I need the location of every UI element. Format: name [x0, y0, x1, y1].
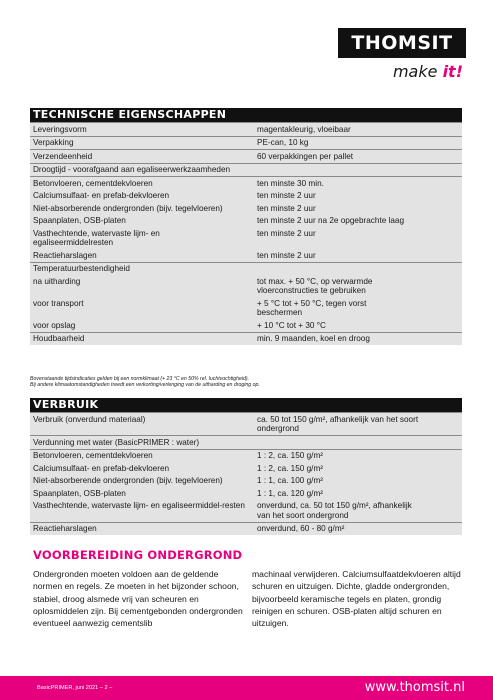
row-label: Betonvloeren, cementdekvloeren: [33, 451, 153, 460]
table-row: [30, 202, 462, 215]
table-row: [30, 449, 462, 463]
row-label: Temperatuurbestendigheid: [33, 264, 130, 273]
prep-heading: VOORBEREIDING ONDERGROND: [33, 548, 243, 562]
row-label: Verbruik (onverdund materiaal): [33, 414, 146, 424]
row-value: 1 : 1, ca. 120 g/m²: [257, 488, 323, 498]
row-label: Spaanplaten, OSB-platen: [33, 488, 126, 498]
tech-properties-heading: TECHNISCHE EIGENSCHAPPEN: [30, 108, 462, 122]
row-value: PE-can, 10 kg: [257, 138, 309, 147]
table-row: [30, 176, 462, 190]
row-label: Niet-absorberende ondergronden (bijv. tegelvloeren): [33, 203, 223, 213]
tagline-main: make: [392, 62, 443, 81]
table-row: [30, 319, 462, 332]
table-row: [30, 149, 462, 163]
table-row: [30, 249, 462, 262]
prep-text-left: Ondergronden moeten voldoen aan de geldende normen en regels. Ze moeten in het bijzonder schoon, stabiel, droog alsmede vrij van scheuren en oplosmiddelen zijn. Bij cementgebonden ondergronden eventueel aanwezig cementslib: [33, 569, 243, 629]
row-value: + 10 °C tot + 30 °C: [257, 320, 326, 330]
row-value: 1 : 1, ca. 100 g/m²: [257, 476, 323, 485]
row-label: Houdbaarheid: [33, 334, 85, 343]
row-label: voor transport: [33, 298, 84, 308]
tech-properties-table: [30, 108, 462, 345]
footer-bar: [0, 676, 493, 700]
row-value: 60 verpakkingen per pallet: [257, 151, 354, 161]
prep-text-right: machinaal verwijderen. Calciumsulfaatdekvloeren altijd schuren en uitzuigen. Dichte, gladde ondergronden, bijvoorbeeld keramische tegels en platen, grondig reinigen en schuren. OSB-platen altijd schuren en uitzuigen.: [252, 569, 461, 629]
row-value: onverdund, ca. 50 tot 150 g/m², afhankelijk van het soort ondergrond: [257, 501, 412, 520]
row-label: Spaanplaten, OSB-platen: [33, 216, 126, 225]
table-row: [30, 435, 462, 449]
footnote: [30, 376, 260, 388]
row-value: + 5 °C tot + 50 °C, tegen vorst beschermen: [257, 298, 367, 317]
row-label: voor opslag: [33, 320, 76, 330]
usage-table: [30, 398, 462, 535]
row-label: Droogtijd - voorafgaand aan egaliseerwerkzaamheden: [33, 165, 231, 174]
table-row: [30, 190, 462, 203]
table-row: [30, 215, 462, 228]
footer-url[interactable]: www.thomsit.nl: [364, 680, 465, 695]
table-row: [30, 462, 462, 475]
footnote-line: Bij andere klimaatomstandigheden treedt een verkorting/verlenging van de uitharding en droging op.: [30, 382, 260, 389]
table-row: [30, 332, 462, 346]
tagline-accent: it!: [442, 62, 463, 81]
table-row: [30, 522, 462, 536]
table-row: [30, 227, 462, 249]
table-row: [30, 275, 462, 297]
row-value: ten minste 2 uur: [257, 203, 316, 213]
row-value: ten minste 30 min.: [257, 178, 324, 188]
row-value: magentakleurig, vloeibaar: [257, 124, 351, 134]
thomsit-logo: THOMSIT: [338, 28, 466, 58]
row-value: ten minste 2 uur na 2e opgebrachte laag: [257, 216, 405, 225]
usage-heading: VERBRUIK: [30, 398, 462, 412]
row-value: onverdund, 60 - 80 g/m²: [257, 524, 345, 533]
row-label: Betonvloeren, cementdekvloeren: [33, 178, 153, 188]
row-value: ten minste 2 uur: [257, 191, 316, 200]
row-label: Calciumsulfaat- en prefab-dekvloeren: [33, 191, 170, 200]
table-row: [30, 163, 462, 177]
footnote-line: Bovenstaande tijdsindicaties gelden bij een normklimaat (+ 23 °C en 50% rel. luchtvochtigheid).: [30, 376, 250, 382]
table-row: [30, 262, 462, 276]
table-row: [30, 412, 462, 435]
row-value: tot max. + 50 °C, op verwarmde vloerconstructies te gebruiken: [257, 276, 373, 295]
row-label: Reactieharslagen: [33, 524, 97, 533]
row-label: na uitharding: [33, 276, 81, 286]
row-label: Vasthechtende, watervaste lijm- en egaliseermiddel-resten: [33, 501, 245, 510]
row-value: min. 9 maanden, koel en droog: [257, 334, 370, 343]
row-value: ten minste 2 uur: [257, 228, 316, 238]
footer-meta: BasicPRIMER, juni 2021 – 2 –: [37, 685, 113, 691]
table-row: [30, 122, 462, 136]
row-label: Leveringsvorm: [33, 124, 87, 134]
row-label: Niet-absorberende ondergronden (bijv. tegelvloeren): [33, 476, 223, 485]
table-row: [30, 487, 462, 500]
row-value: ten minste 2 uur: [257, 250, 316, 260]
row-value: 1 : 2, ca. 150 g/m²: [257, 463, 323, 473]
table-row: [30, 475, 462, 488]
row-label: Verdunning met water (BasicPRIMER : water): [33, 437, 200, 447]
tagline: [393, 62, 463, 81]
row-value: 1 : 2, ca. 150 g/m²: [257, 451, 323, 460]
row-value: ca. 50 tot 150 g/m², afhankelijk van het soort ondergrond: [257, 414, 419, 433]
row-label: Verpakking: [33, 138, 74, 147]
table-row: [30, 297, 462, 319]
row-label: Calciumsulfaat- en prefab-dekvloeren: [33, 463, 170, 473]
row-label: Verzendeenheid: [33, 151, 93, 161]
row-label: Reactieharslagen: [33, 250, 97, 260]
row-label: Vasthechtende, watervaste lijm- en egaliseermiddelresten: [33, 228, 160, 247]
table-row: [30, 136, 462, 150]
table-row: [30, 500, 462, 522]
